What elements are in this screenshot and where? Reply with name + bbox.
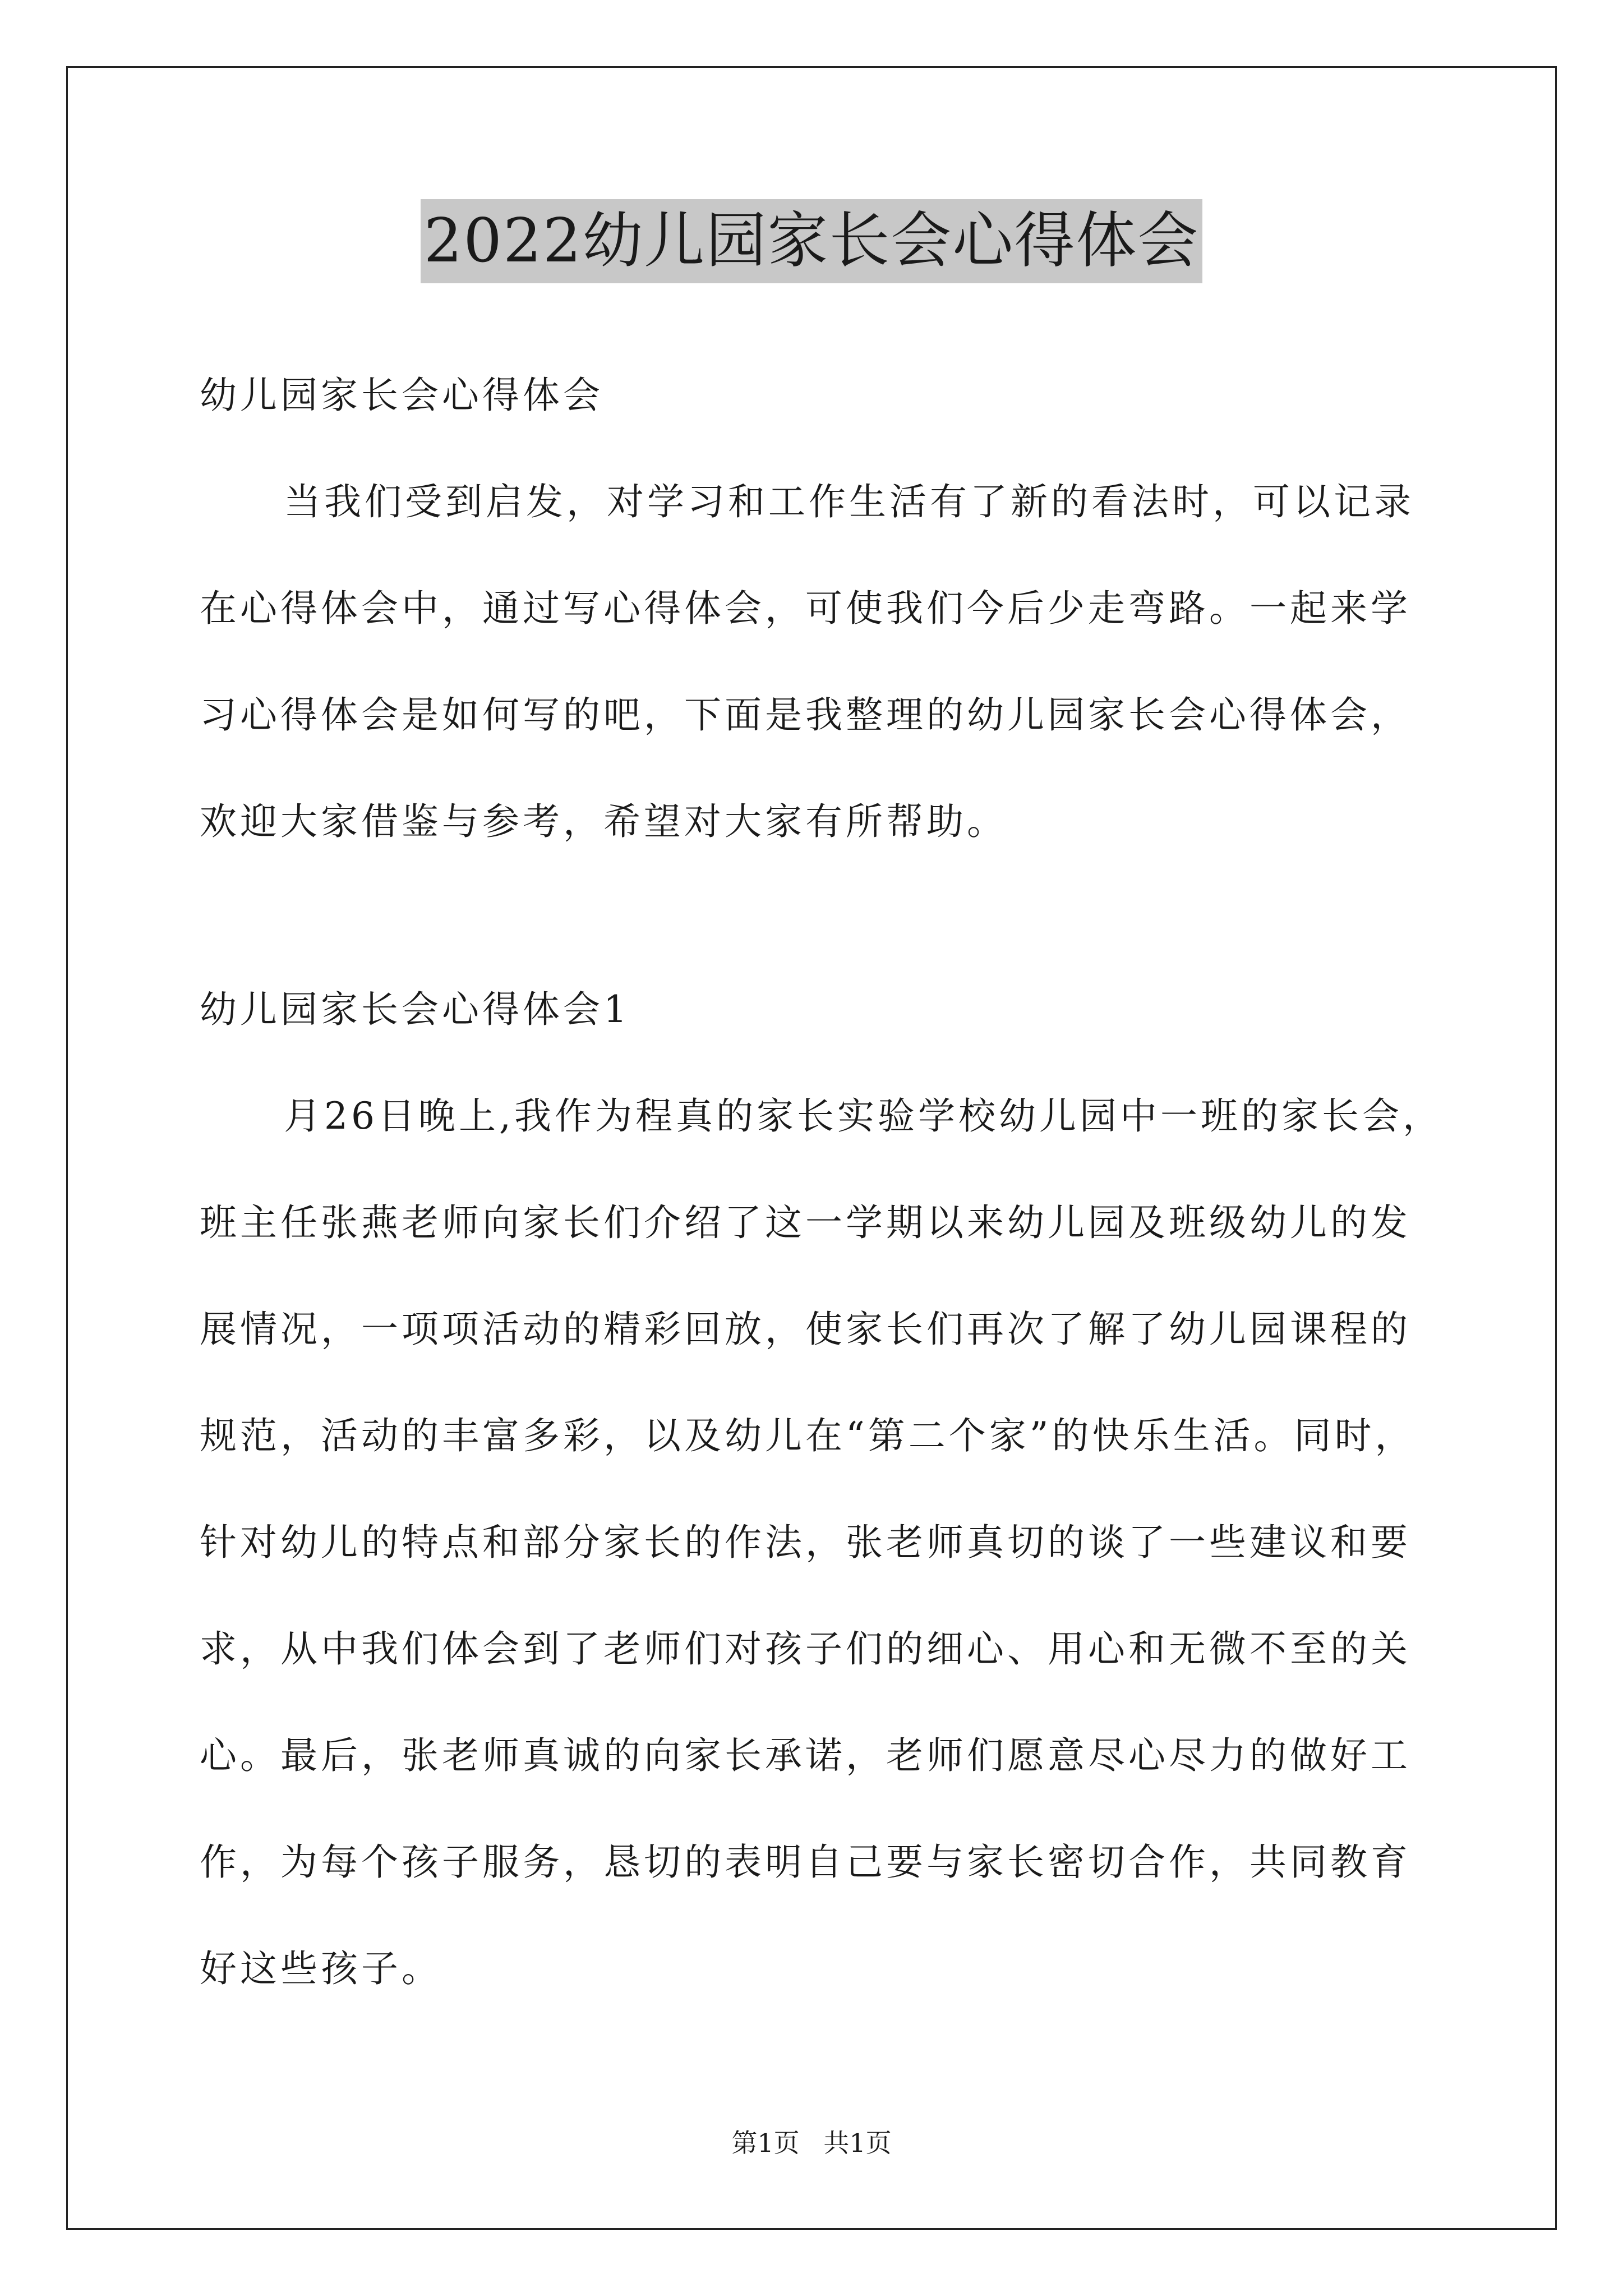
section-line: 心。最后，张老师真诚的向家长承诺，老师们愿意尽心尽力的做好工	[200, 1734, 1411, 1777]
page-footer	[0, 2126, 1623, 2160]
section-line: 求，从中我们体会到了老师们对孩子们的细心、用心和无微不至的关	[200, 1627, 1411, 1671]
page-total: 共1页	[823, 2128, 892, 2158]
section-line: 班主任张燕老师向家长们介绍了这一学期以来幼儿园及班级幼儿的发	[200, 1201, 1411, 1244]
intro-section	[200, 342, 1433, 875]
intro-line: 欢迎大家借鉴与参考，希望对大家有所帮助。	[200, 800, 1007, 843]
page-number: 第1页	[731, 2128, 800, 2158]
intro-heading: 幼儿园家长会心得体会	[200, 374, 603, 417]
document-title: 2022幼儿园家长会心得体会	[421, 199, 1203, 283]
intro-line: 习心得体会是如何写的吧，下面是我整理的幼儿园家长会心得体会，	[200, 693, 1411, 737]
intro-line: 当我们受到启发，对学习和工作生活有了新的看法时，可以记录	[284, 480, 1414, 523]
section-line: 规范，活动的丰富多彩，以及幼儿在“第二个家”的快乐生活。同时，	[200, 1414, 1415, 1457]
intro-line: 在心得体会中，通过写心得体会，可使我们今后少走弯路。一起来学	[200, 587, 1411, 630]
section-line: 针对幼儿的特点和部分家长的作法，张老师真切的谈了一些建议和要	[200, 1521, 1411, 1564]
section-heading: 幼儿园家长会心得体会1	[200, 988, 630, 1031]
section-line: 作，为每个孩子服务，恳切的表明自己要与家长密切合作，共同教育	[200, 1841, 1411, 1884]
section-line: 月26日晚上,我作为程真的家长实验学校幼儿园中一班的家长会，	[284, 1094, 1443, 1138]
section-line: 展情况，一项项活动的精彩回放，使家长们再次了解了幼儿园课程的	[200, 1308, 1411, 1351]
section-line: 好这些孩子。	[200, 1947, 442, 1990]
section-1	[200, 956, 1443, 2022]
title-wrapper	[0, 199, 1623, 283]
